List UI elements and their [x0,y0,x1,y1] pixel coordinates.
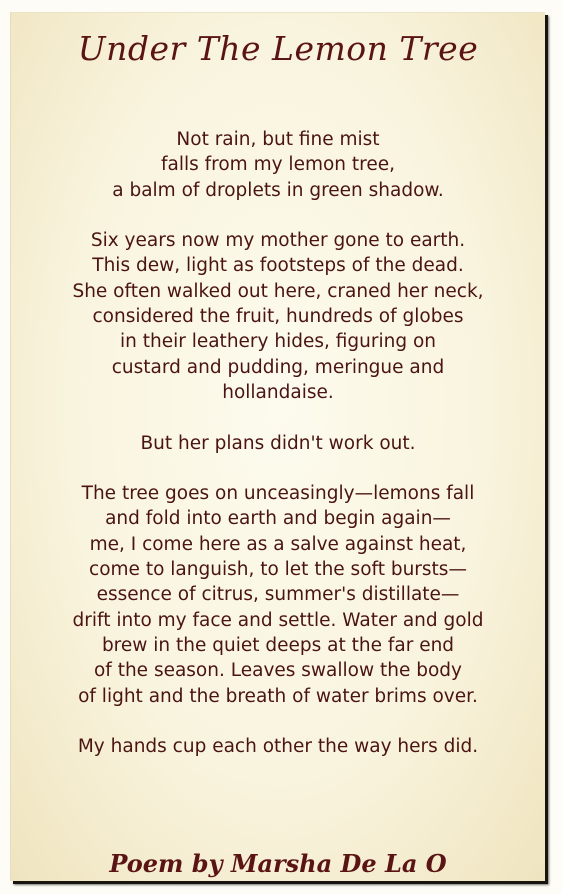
poem-line: Not rain, but fine mist [176,129,380,150]
poem-line: But her plans didn't work out. [140,432,416,454]
stanza-2 [11,228,545,405]
poem-line: considered the fruit, hundreds of globes [92,306,464,328]
poem-line: The tree goes on unceasingly—lemons fall [81,483,475,505]
stanza-1 [11,127,545,203]
poem-line: drift into my face and settle. Water and gold [72,609,484,631]
poem-line: of the season. Leaves swallow the body [93,660,462,682]
poem-title: Under The Lemon Tree [77,29,479,68]
poem-line: Six years now my mother gone to earth. [90,230,466,252]
poem-line: This dew, light as footsteps of the dead. [92,255,464,277]
poem-line: custard and pudding, meringue and [111,356,445,378]
poem-line: a balm of droplets in green shadow. [112,179,444,201]
poem-line: essence of citrus, summer's distillate— [96,584,460,606]
poem-line: She often walked out here, craned her neck, [72,280,484,302]
poem-line: falls from my lemon tree, [161,154,395,176]
poem-line: My hands cup each other the way hers did. [77,736,479,758]
stanza-5 [11,734,545,759]
stanza-3 [11,431,545,456]
poem-line: brew in the quiet deeps at the far end [101,634,455,656]
poem-line: come to languish, to let the soft bursts— [89,559,467,581]
poem-line: me, I come here as a salve against heat, [89,533,467,555]
stanza-4 [11,481,545,709]
poem-card [10,12,545,881]
poem-line: and fold into earth and begin again— [105,508,451,530]
poem-line: hollandaise. [222,381,334,403]
poem-byline: Poem by Marsha De La O [109,849,447,878]
poem-line: of light and the breath of water brims over. [78,685,478,707]
poem-line: in their leathery hides, figuring on [119,331,437,353]
poem-body [11,127,545,785]
